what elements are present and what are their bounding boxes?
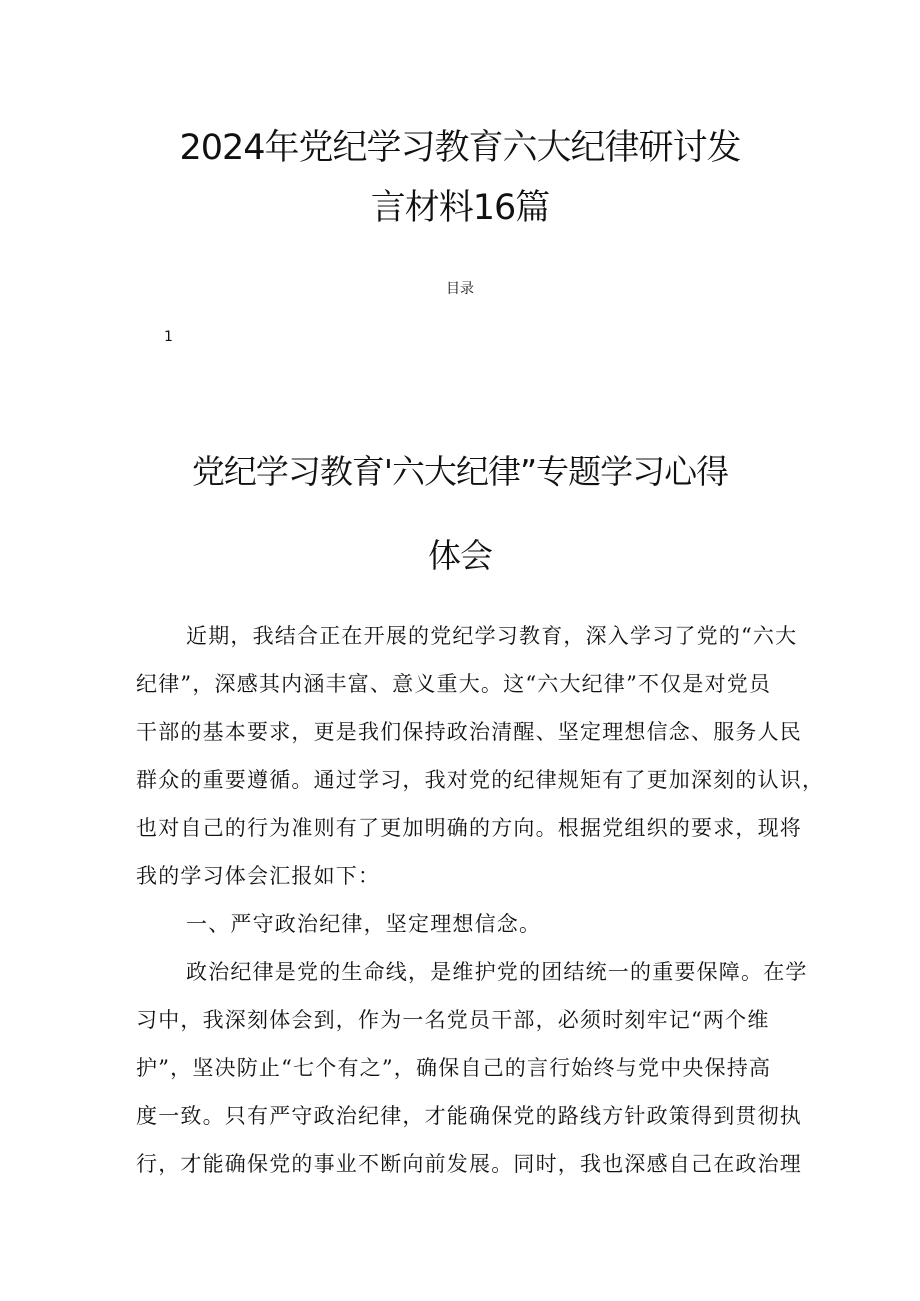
body-text-line: 干部的基本要求，更是我们保持政治清醒、坚定理想信念、服务人民 [136, 720, 802, 744]
body-text-line: 近期，我结合正在开展的党纪学习教育，深入学习了党的“六大 [186, 624, 798, 648]
section-title-line-2: 体会 [428, 536, 492, 575]
subsection-heading: 一、严守政治纪律，坚定理想信念。 [186, 912, 542, 936]
body-text-line: 护”，坚决防止“七个有之”，确保自己的言行始终与党中央保持高 [136, 1056, 772, 1080]
toc-heading: 目录 [446, 281, 474, 297]
toc-entry: 1 [164, 329, 173, 345]
body-text-line: 我的学习体会汇报如下： [136, 864, 381, 888]
body-text-line: 习中，我深刻体会到，作为一名党员干部，必须时刻牢记“两个维 [136, 1008, 770, 1032]
body-text-line: 群众的重要遵循。通过学习，我对党的纪律规矩有了更加深刻的认识， [136, 768, 825, 792]
document-title-line-1: 2024年党纪学习教育六大纪律研讨发 [179, 128, 741, 168]
body-text-line: 也对自己的行为准则有了更加明确的方向。根据党组织的要求，现将 [136, 816, 802, 840]
body-text-line: 行，才能确保党的事业不断向前发展。同时，我也深感自己在政治理 [136, 1152, 802, 1176]
body-text-line: 政治纪律是党的生命线，是维护党的团结统一的重要保障。在学 [186, 960, 808, 984]
body-text-line: 纪律”，深感其内涵丰富、意义重大。这“六大纪律”不仅是对党员 [136, 672, 772, 696]
document-title-line-2: 言材料16篇 [370, 188, 550, 228]
section-title-line-1: 党纪学习教育'六大纪律”专题学习心得 [191, 452, 729, 491]
body-text-line: 度一致。只有严守政治纪律，才能确保党的路线方针政策得到贯彻执 [136, 1104, 802, 1128]
